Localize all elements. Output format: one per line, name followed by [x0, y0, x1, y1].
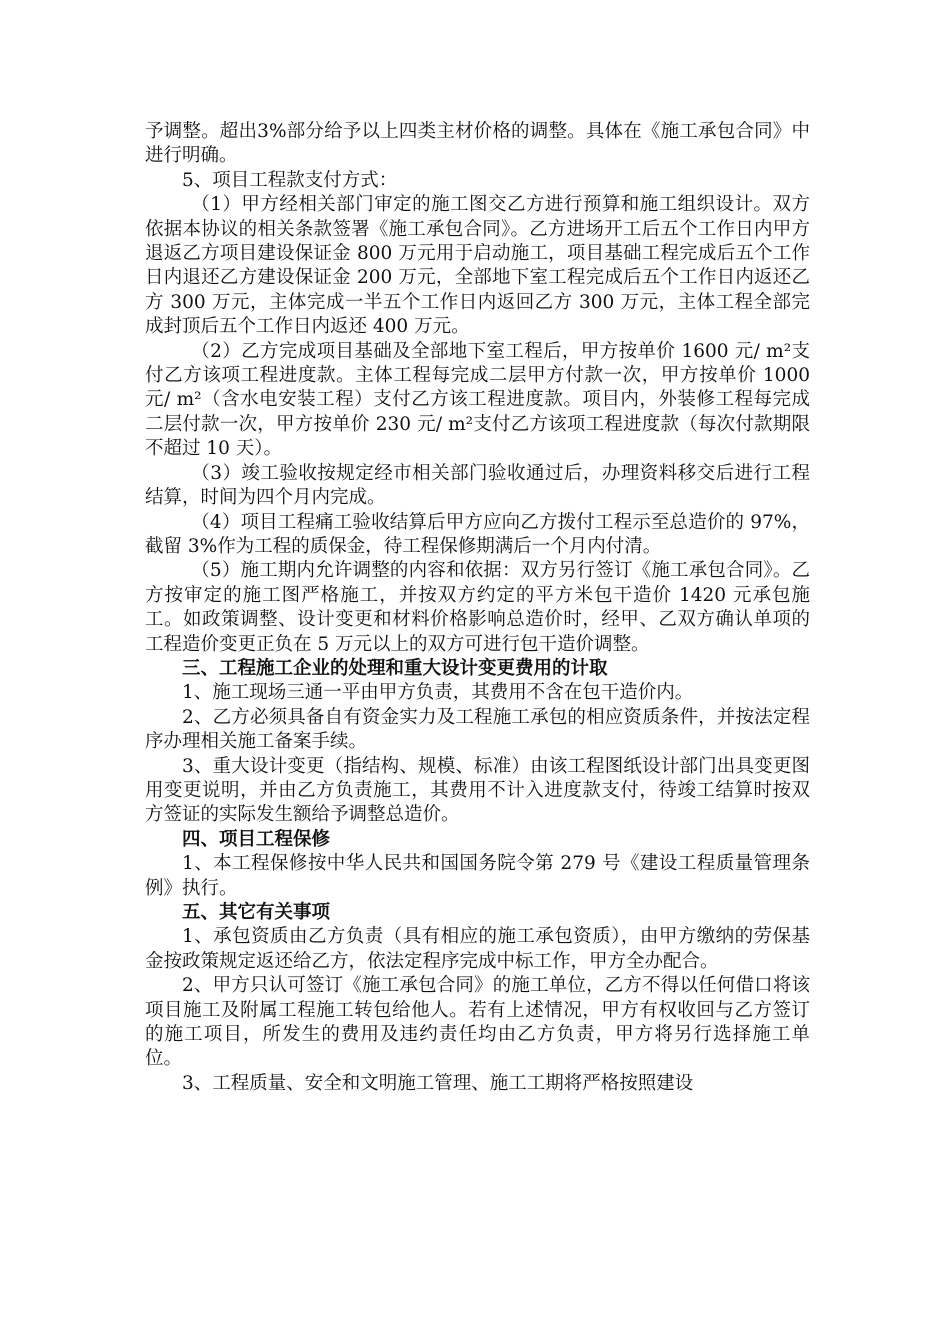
paragraph-section3-item2: 2、乙方必须具备自有资金实力及工程施工承包的相应资质条件，并按法定程序办理相关施工备案手续。 — [145, 706, 810, 753]
paragraph-payment-5: （5）施工期内允许调整的内容和依据：双方另行签订《施工承包合同》。乙方按审定的施工图严格施工，并按双方约定的平方米包干造价 1420 元承包施工。如政策调整、设计变更和材料价格影响总造价时，经甲、乙双方确认单项的工程造价变更正负在 5 万元以上的双方可进行包干造价调整。 — [145, 560, 810, 655]
paragraph-section5-item3: 3、工程质量、安全和文明施工管理、施工工期将严格按照建设 — [182, 1072, 694, 1094]
paragraph-section3-item1: 1、施工现场三通一平由甲方负责，其费用不含在包干造价内。 — [182, 682, 694, 704]
paragraph-continuation: 予调整。超出3%部分给予以上四类主材价格的调整。具体在《施工承包合同》中进行明确。 — [145, 121, 810, 167]
paragraph-section4-item1: 1、本工程保修按中华人民共和国国务院令第 279 号《建设工程质量管理条例》执行。 — [145, 853, 810, 899]
section-heading-5: 五、其它有关事项 — [182, 902, 331, 923]
paragraph-payment-1: （1）甲方经相关部门审定的施工图交乙方进行预算和施工组织设计。双方依据本协议的相关条款签署《施工承包合同》。乙方进场开工后五个工作日内甲方退返乙方项目建设保证金 800 万元用于启动施工，项目基础工程完成后五个工作日内退还乙方建设保证金 200 万元，全部地下室工程完成后五个工作日内返还乙方 300 万元，主体完成一半五个工作日内返回乙方 300 万元，主体工程全部完成封顶后五个工作日内返还 400 万元。 — [145, 194, 810, 338]
paragraph-section3-item3: 3、重大设计变更（指结构、规模、标准）由该工程图纸设计部门出具变更图用变更说明，并由乙方负责施工，其费用不计入进度款支付，待竣工结算时按双方签证的实际发生额给予调整总造价。 — [145, 755, 810, 826]
section-heading-3: 三、工程施工企业的处理和重大设计变更费用的计取 — [182, 657, 608, 679]
paragraph-payment-3: （3）竣工验收按规定经市相关部门验收通过后，办理资料移交后进行工程结算，时间为四个月内完成。 — [145, 462, 810, 509]
paragraph-payment-method: 5、项目工程款支付方式： — [182, 169, 398, 191]
document-page — [145, 120, 810, 1096]
paragraph-section5-item2: 2、甲方只认可签订《施工承包合同》的施工单位，乙方不得以任何借口将该项目施工及附属工程施工转包给他人。若有上述情况，甲方有权收回与乙方签订的施工项目，所发生的费用及违约责任均由乙方负责，甲方将另行选择施工单位。 — [145, 975, 810, 1070]
paragraph-section5-item1: 1、承包资质由乙方负责（具有相应的施工承包资质），由甲方缴纳的劳保基金按政策规定返还给乙方，依法定程序完成中标工作，甲方全办配合。 — [145, 926, 810, 972]
paragraph-payment-4: （4）项目工程痛工验收结算后甲方应向乙方拨付工程示至总造价的 97%，截留 3%作为工程的质保金，待工程保修期满后一个月内付清。 — [145, 511, 810, 557]
section-heading-4: 四、项目工程保修 — [182, 828, 331, 850]
paragraph-payment-2: （2）乙方完成项目基础及全部地下室工程后，甲方按单价 1600 元/ m²支付乙方该项工程进度款。主体工程每完成二层甲方付款一次，甲方按单价 1000 元/ m²（含水电安装工程）支付乙方该工程进度款。项目内，外装修工程每完成二层付款一次，甲方按单价 230 元/ m²支付乙方该项工程进度款（每次付款期限不超过 10 天）。 — [145, 340, 810, 460]
